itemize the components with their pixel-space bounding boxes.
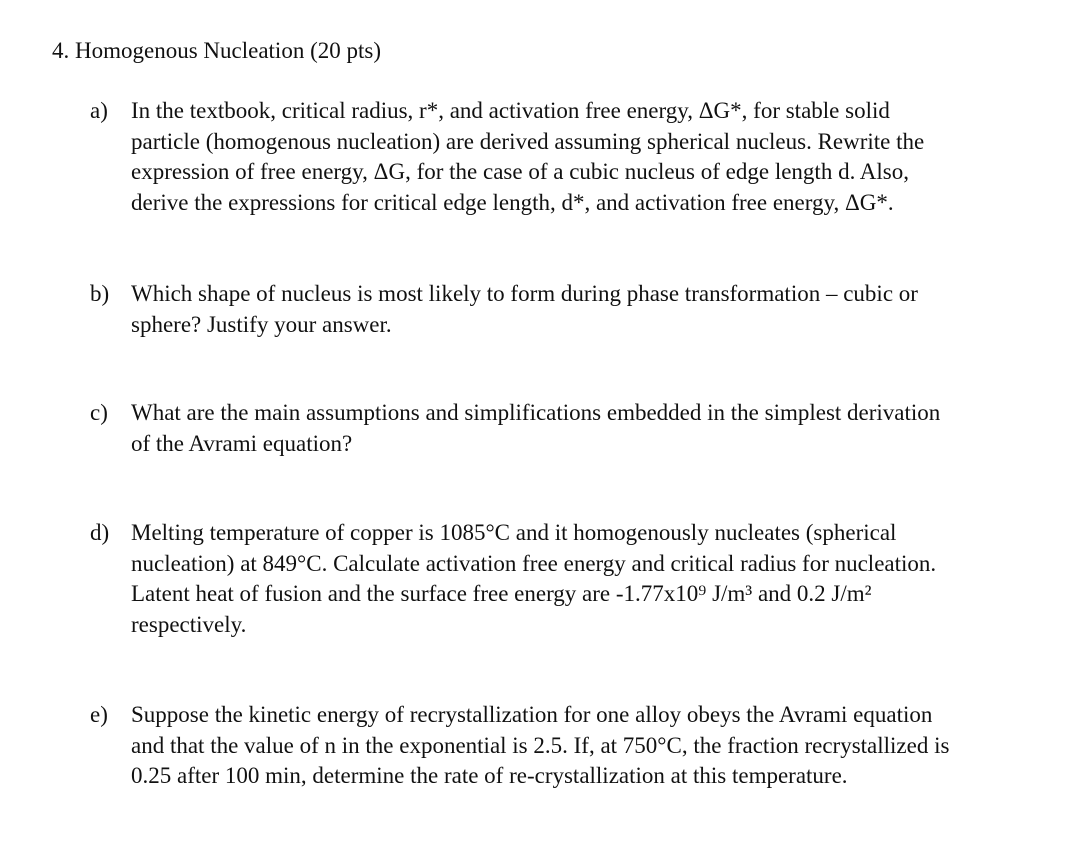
question-line: Suppose the kinetic energy of recrystallization for one alloy obeys the Avrami equation xyxy=(131,702,933,727)
question-line: particle (homogenous nucleation) are derived assuming spherical nucleus. Rewrite the xyxy=(131,128,925,154)
question-line: and that the value of n in the exponential is 2.5. If, at 750°C, the fraction recrystallized is xyxy=(131,732,950,758)
question-line: Which shape of nucleus is most likely to form during phase transformation – cubic or xyxy=(131,281,918,306)
question-line: derive the expressions for critical edge length, d*, and activation free energy, ΔG*. xyxy=(131,189,894,215)
question-line: What are the main assumptions and simplifications embedded in the simplest derivation xyxy=(131,400,941,425)
question-marker: e) xyxy=(90,702,108,727)
question-line: Melting temperature of copper is 1085°C and it homogenously nucleates (spherical xyxy=(131,520,897,545)
question-line: expression of free energy, ΔG, for the case of a cubic nucleus of edge length d. Also, xyxy=(131,159,910,184)
question-line: respectively. xyxy=(131,611,247,637)
question-text xyxy=(131,700,1081,792)
question-marker: c) xyxy=(90,400,108,425)
question-text xyxy=(131,279,1081,340)
question-marker: d) xyxy=(90,520,110,545)
question-line: Latent heat of fusion and the surface free energy are -1.77x10⁹ J/m³ and 0.2 J/m² xyxy=(131,581,872,606)
question-marker: b) xyxy=(90,281,110,306)
question-line: sphere? Justify your answer. xyxy=(131,311,392,337)
question-line: 0.25 after 100 min, determine the rate of re-crystallization at this temperature. xyxy=(131,763,848,788)
question-text xyxy=(131,518,1081,640)
question-text xyxy=(131,398,1081,459)
question-marker: a) xyxy=(90,98,108,123)
question-line: In the textbook, critical radius, r*, and activation free energy, ΔG*, for stable solid xyxy=(131,98,890,123)
question-line: nucleation) at 849°C. Calculate activation free energy and critical radius for nucleation. xyxy=(131,550,937,576)
problem-heading: 4. Homogenous Nucleation (20 pts) xyxy=(52,38,381,63)
question-line: of the Avrami equation? xyxy=(131,430,353,456)
question-text xyxy=(131,96,1081,218)
